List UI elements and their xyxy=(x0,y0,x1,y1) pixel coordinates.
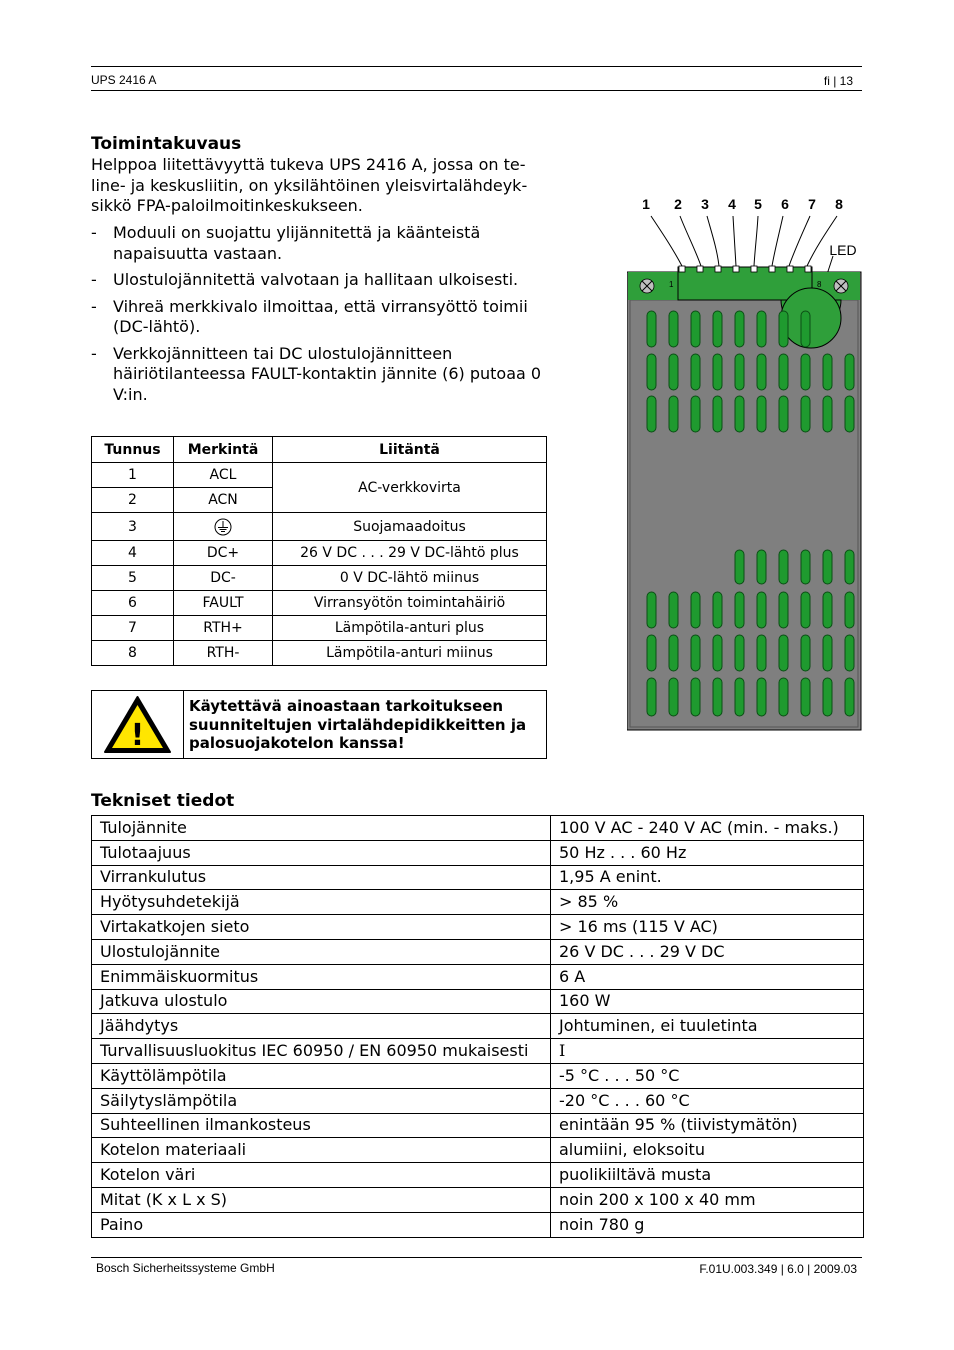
footer-company: Bosch Sicherheitssysteme GmbH xyxy=(96,1261,275,1275)
vent-slot xyxy=(735,592,744,628)
table-row xyxy=(92,1014,864,1039)
cell-mark: FAULT xyxy=(174,591,273,616)
cell-mark: RTH- xyxy=(174,641,273,666)
spec-key: Jatkuva ulostulo xyxy=(92,989,551,1014)
vent-slot xyxy=(647,678,656,716)
vent-slot xyxy=(845,550,854,584)
bullet-dash: - xyxy=(91,296,97,316)
section-title-description: Toimintakuvaus xyxy=(91,134,242,154)
vent-slot xyxy=(713,396,722,432)
vent-slot xyxy=(691,311,700,347)
terminal-number-label: 3 xyxy=(701,196,709,212)
footer-rule xyxy=(91,1257,862,1258)
vent-slot xyxy=(801,635,810,671)
table-row xyxy=(92,1187,864,1212)
warning-line: palosuojakotelon kanssa! xyxy=(189,734,405,752)
cell-mark: DC+ xyxy=(174,541,273,566)
spec-value: I xyxy=(551,1039,864,1064)
vent-slot xyxy=(735,311,744,347)
list-item-text: Vihreä merkkivalo ilmoittaa, että virransyöttö toimii (DC-lähtö). xyxy=(113,296,528,336)
feature-list xyxy=(91,223,551,411)
screw-icon xyxy=(834,279,848,293)
vent-slot xyxy=(757,592,766,628)
cell-id: 6 xyxy=(92,591,174,616)
footer-doc-id: F.01U.003.349 | 6.0 | 2009.03 xyxy=(699,1262,857,1276)
vent-slot xyxy=(647,592,656,628)
intro-line: line- ja keskusliitin, on yksilähtöinen yleisvirtalähdeyk- xyxy=(91,175,528,195)
table-row xyxy=(92,641,547,666)
intro-paragraph xyxy=(91,155,553,217)
cell-mark: ACL xyxy=(174,463,273,488)
list-item xyxy=(91,223,551,264)
table-row xyxy=(92,915,864,940)
vent-slot xyxy=(757,678,766,716)
terminal-number-label: 1 xyxy=(642,196,650,212)
table-row xyxy=(92,1138,864,1163)
cell-mark: RTH+ xyxy=(174,616,273,641)
vent-slot xyxy=(779,550,788,584)
terminal-number-label: 5 xyxy=(754,196,762,212)
cell-id: 5 xyxy=(92,566,174,591)
vent-slot xyxy=(801,592,810,628)
vent-slot xyxy=(801,550,810,584)
terminal-number-label: 6 xyxy=(781,196,789,212)
table-row xyxy=(92,964,864,989)
vent-slot xyxy=(845,592,854,628)
table-row xyxy=(92,541,547,566)
table-row xyxy=(92,513,547,541)
vent-slot xyxy=(779,396,788,432)
vent-slot xyxy=(735,396,744,432)
cell-id: 8 xyxy=(92,641,174,666)
spec-value: puolikiiltävä musta xyxy=(551,1163,864,1188)
spec-key: Virrankulutus xyxy=(92,865,551,890)
spec-key: Kotelon materiaali xyxy=(92,1138,551,1163)
vent-slot xyxy=(779,311,788,347)
vent-slot xyxy=(845,635,854,671)
vent-slot xyxy=(845,678,854,716)
spec-value: > 16 ms (115 V AC) xyxy=(551,915,864,940)
vent-slot xyxy=(691,635,700,671)
warning-text xyxy=(189,697,544,753)
table-row xyxy=(92,1212,864,1237)
vent-slot xyxy=(823,550,832,584)
bullet-dash: - xyxy=(91,270,97,289)
column-header: Liitäntä xyxy=(273,437,547,463)
spec-key: Virtakatkojen sieto xyxy=(92,915,551,940)
cell-connection: Lämpötila-anturi plus xyxy=(273,616,547,641)
vent-slot xyxy=(647,396,656,432)
table-row xyxy=(92,1088,864,1113)
vent-slot xyxy=(801,396,810,432)
spec-key: Jäähdytys xyxy=(92,1014,551,1039)
spec-key: Suhteellinen ilmankosteus xyxy=(92,1113,551,1138)
spec-key: Enimmäiskuormitus xyxy=(92,964,551,989)
cell-id: 7 xyxy=(92,616,174,641)
table-row xyxy=(92,816,864,841)
cell-connection: 26 V DC . . . 29 V DC-lähtö plus xyxy=(273,541,547,566)
vent-slot xyxy=(647,635,656,671)
vent-slot xyxy=(691,396,700,432)
list-item xyxy=(91,344,551,406)
spec-key: Tulotaajuus xyxy=(92,840,551,865)
vent-slot xyxy=(713,592,722,628)
spec-value: 26 V DC . . . 29 V DC xyxy=(551,939,864,964)
vent-slot xyxy=(823,396,832,432)
cell-mark: DC- xyxy=(174,566,273,591)
spec-value: alumiini, eloksoitu xyxy=(551,1138,864,1163)
vent-slot xyxy=(669,354,678,390)
terminal-number-label: 8 xyxy=(835,196,843,212)
vent-slot xyxy=(779,635,788,671)
spec-value: -20 °C . . . 60 °C xyxy=(551,1088,864,1113)
table-row xyxy=(92,890,864,915)
vent-slot xyxy=(669,311,678,347)
vent-slot xyxy=(801,354,810,390)
list-item xyxy=(91,297,551,338)
vent-slot xyxy=(647,311,656,347)
cell-mark: ACN xyxy=(174,488,273,513)
connector-pin-label: 1 xyxy=(669,280,674,289)
warning-exclamation: ! xyxy=(130,718,145,753)
spec-value: > 85 % xyxy=(551,890,864,915)
list-item-text: Ulostulojännitettä valvotaan ja hallitaan ulkoisesti. xyxy=(113,270,519,289)
vent-slot xyxy=(845,354,854,390)
cell-connection: Suojamaadoitus xyxy=(273,513,547,541)
warning-box xyxy=(91,690,547,759)
table-row xyxy=(92,1039,864,1064)
cell-id: 4 xyxy=(92,541,174,566)
vent-slot xyxy=(779,592,788,628)
vent-slot xyxy=(735,678,744,716)
spec-key: Turvallisuusluokitus IEC 60950 / EN 60950 mukaisesti xyxy=(92,1039,551,1064)
table-header-row xyxy=(92,437,547,463)
vent-slot xyxy=(823,678,832,716)
vent-slot xyxy=(713,635,722,671)
cell-mark xyxy=(174,513,273,541)
spec-value: 100 V AC - 240 V AC (min. - maks.) xyxy=(551,816,864,841)
vent-slot xyxy=(757,396,766,432)
spec-value: enintään 95 % (tiivistymätön) xyxy=(551,1113,864,1138)
list-item-text: Moduuli on suojattu ylijännitettä ja käänteistä napaisuutta vastaan. xyxy=(113,223,481,263)
vent-slot xyxy=(801,678,810,716)
header-doc-title: UPS 2416 A xyxy=(91,73,157,87)
warning-line: Käytettävä ainoastaan tarkoitukseen xyxy=(189,697,504,715)
spec-key: Tulojännite xyxy=(92,816,551,841)
spec-value: Johtuminen, ei tuuletinta xyxy=(551,1014,864,1039)
vent-slot xyxy=(845,396,854,432)
spec-key: Säilytyslämpötila xyxy=(92,1088,551,1113)
spec-value: -5 °C . . . 50 °C xyxy=(551,1063,864,1088)
table-row xyxy=(92,1063,864,1088)
vent-slot xyxy=(713,311,722,347)
vent-slot xyxy=(691,592,700,628)
ground-symbol-icon xyxy=(214,518,232,536)
vent-slot xyxy=(669,396,678,432)
vent-slot xyxy=(779,678,788,716)
table-row xyxy=(92,840,864,865)
spec-value: 6 A xyxy=(551,964,864,989)
vent-slot xyxy=(713,678,722,716)
vent-slot xyxy=(757,354,766,390)
table-row xyxy=(92,616,547,641)
screw-icon xyxy=(640,279,654,293)
vent-slot xyxy=(691,678,700,716)
terminal-number-label: 2 xyxy=(674,196,682,212)
warning-triangle-icon xyxy=(92,691,183,758)
connection-table xyxy=(91,436,547,666)
vent-slot xyxy=(669,635,678,671)
cell-id: 3 xyxy=(92,513,174,541)
cell-connection: Lämpötila-anturi miinus xyxy=(273,641,547,666)
intro-line: Helppoa liitettävyyttä tukeva UPS 2416 A, jossa on te- xyxy=(91,155,526,174)
spec-value: 1,95 A enint. xyxy=(551,865,864,890)
vent-slot xyxy=(823,592,832,628)
vent-slot xyxy=(801,311,810,347)
terminal-number-label: 7 xyxy=(808,196,816,212)
cell-connection: 0 V DC-lähtö miinus xyxy=(273,566,547,591)
cell-connection: Virransyötön toimintahäiriö xyxy=(273,591,547,616)
vent-slot xyxy=(757,550,766,584)
terminal-number-label: 4 xyxy=(728,196,736,212)
table-row xyxy=(92,989,864,1014)
spec-key: Mitat (K x L x S) xyxy=(92,1187,551,1212)
spec-key: Käyttölämpötila xyxy=(92,1063,551,1088)
vent-slot xyxy=(823,354,832,390)
connector-pin-label: 8 xyxy=(817,280,822,289)
cell-connection: AC-verkkovirta xyxy=(273,463,547,513)
device-diagram xyxy=(627,194,863,734)
vent-slot xyxy=(647,354,656,390)
intro-line: sikkö FPA-paloilmoitinkeskukseen. xyxy=(91,196,363,215)
table-row xyxy=(92,1163,864,1188)
vent-slot xyxy=(823,635,832,671)
table-row xyxy=(92,566,547,591)
spec-key: Ulostulojännite xyxy=(92,939,551,964)
vent-slot xyxy=(735,354,744,390)
spec-value: 160 W xyxy=(551,989,864,1014)
vent-slot xyxy=(669,678,678,716)
spec-key: Hyötysuhdetekijä xyxy=(92,890,551,915)
vent-slot xyxy=(669,592,678,628)
vent-slot xyxy=(779,354,788,390)
bullet-dash: - xyxy=(91,223,97,242)
list-item-text: Verkkojännitteen tai DC ulostulojännitteen häiriötilanteessa FAULT-kontaktin jännite (6) putoaa 0 V:in. xyxy=(113,343,542,404)
table-row xyxy=(92,463,547,488)
vent-slot xyxy=(735,550,744,584)
cell-id: 2 xyxy=(92,488,174,513)
led-label: LED xyxy=(829,242,857,258)
table-row xyxy=(92,1113,864,1138)
spec-table xyxy=(91,815,864,1238)
column-header: Tunnus xyxy=(92,437,174,463)
vent-slot xyxy=(735,635,744,671)
warning-icon-cell xyxy=(92,691,184,758)
header-top-rule xyxy=(91,66,862,67)
header-bottom-rule xyxy=(91,90,862,91)
vent-slot xyxy=(713,354,722,390)
table-row xyxy=(92,939,864,964)
spec-value: 50 Hz . . . 60 Hz xyxy=(551,840,864,865)
warning-line: suunniteltujen virtalähdepidikkeitten ja xyxy=(189,715,527,734)
table-row xyxy=(92,591,547,616)
vent-slot xyxy=(691,354,700,390)
spec-key: Kotelon väri xyxy=(92,1163,551,1188)
header-page-number: fi | 13 xyxy=(823,74,853,88)
vent-slot xyxy=(757,635,766,671)
table-row xyxy=(92,865,864,890)
column-header: Merkintä xyxy=(174,437,273,463)
spec-value: noin 780 g xyxy=(551,1212,864,1237)
section-title-technical-data: Tekniset tiedot xyxy=(91,791,235,811)
list-item xyxy=(91,270,551,291)
bullet-dash: - xyxy=(91,343,97,363)
spec-key: Paino xyxy=(92,1212,551,1237)
spec-value: noin 200 x 100 x 40 mm xyxy=(551,1187,864,1212)
cell-id: 1 xyxy=(92,463,174,488)
vent-slot xyxy=(757,311,766,347)
